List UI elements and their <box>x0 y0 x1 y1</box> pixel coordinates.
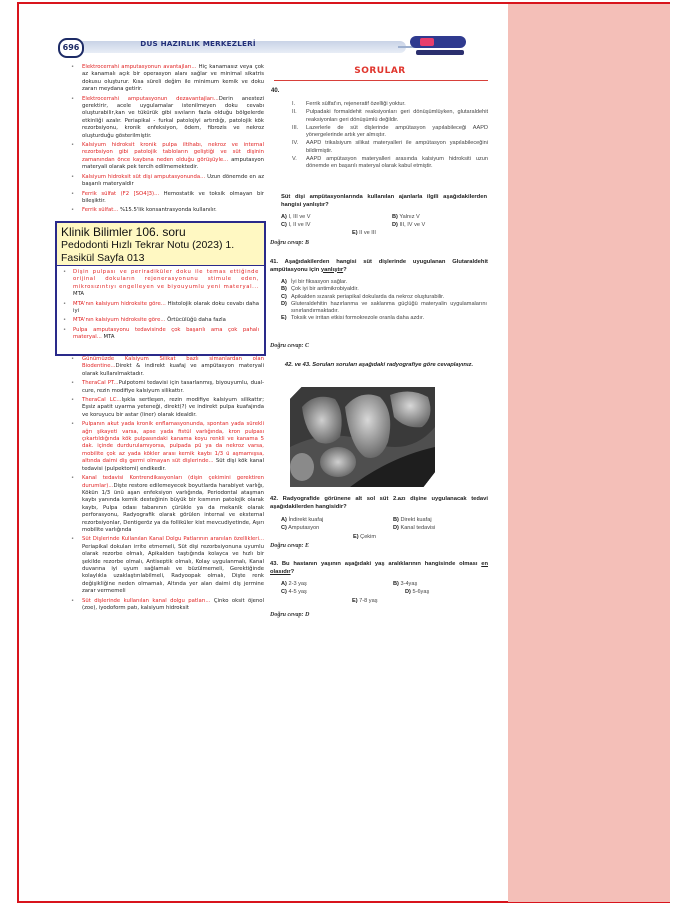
q42-option-b[interactable]: B) Direkt kuafaj <box>393 517 432 523</box>
q41-option[interactable] <box>281 315 487 322</box>
option-text: 2-3 yaş <box>288 581 307 587</box>
bullet-icon: • <box>71 475 75 482</box>
note-body <box>61 269 259 344</box>
question-40-number: 40. <box>271 88 280 94</box>
q42-option-d[interactable]: D) Kanal tedavisi <box>393 525 436 531</box>
bullet-icon: • <box>71 173 75 180</box>
bullet-item <box>68 64 264 94</box>
bullet-item <box>68 174 264 189</box>
bullet-icon: • <box>63 326 67 333</box>
bullet-text: Çinko oksit öjenol (zoe), iyodoform patı, kalsiyum hidroksit <box>82 597 264 611</box>
q43-option-b[interactable]: B) 3-4yaş <box>393 581 418 587</box>
bullet-icon: • <box>71 536 75 543</box>
bullet-highlight: Elektrocerrahi amputasyonun avantajları... <box>82 64 197 70</box>
statement <box>292 125 488 140</box>
option-text: Toksik ve irritan etkisi formokrezole oranla daha azdır. <box>291 315 425 322</box>
statement-text: Pulpadaki formaldehit reaksiyonları geri dönüşümlüyken, glutaraldehit reaksiyonları geri dönüşümlü değildir. <box>306 109 488 123</box>
bullet-item <box>68 356 264 378</box>
statement-number: IV. <box>292 140 299 147</box>
option-text: İndirekt kuafaj <box>288 517 324 523</box>
statement <box>292 101 488 108</box>
bullet-highlight: Kanal tedavisi Kontrendikasyonları (dişin çekimini gerektiren durumlar)... <box>82 475 264 489</box>
note-highlight: Dişin pulpası ve periradiküler doku ile temas ettiğinde orijinal dokuların rejenerasyonunu stimule eden, mikrosızıntıyı engelleyen ve biyouyumlu yeni materyal... <box>73 269 259 290</box>
option-letter: B) <box>281 286 287 293</box>
option-text: 5-6yaş <box>412 589 430 595</box>
statement-text: Lazerlerle de süt dişlerinde ampütasyon yapılabileceği AAPD yönergelerinde artık yer almıştır. <box>306 124 488 139</box>
option-text: Direkt kuafaj <box>400 517 432 523</box>
statement-text: Ferrik sülfat'ın, rejeneratif özelliği yoktur. <box>306 101 406 107</box>
bullet-highlight: Süt dişlerinde kullanılan kanal dolgu patları... <box>82 597 211 604</box>
bullet-highlight: TheraCal LC... <box>82 397 122 404</box>
bullet-item <box>68 207 264 214</box>
statement <box>292 109 488 124</box>
statement <box>292 140 488 155</box>
bullet-item <box>68 475 264 534</box>
question-number: 41. <box>270 259 279 265</box>
option-text: 3-4yaş <box>400 581 418 587</box>
statement-number: I. <box>292 101 296 107</box>
option-letter: D) <box>281 300 287 307</box>
stem-end: ? <box>290 568 295 575</box>
q42-option-c[interactable]: C) Amputasyon <box>281 525 320 531</box>
note-header <box>57 223 264 266</box>
bullet-highlight: Pulpanın akut yada kronik enflamasyonunda, spontan yada sürekli ağrı şikayeti varsa, apse yada fistül varlığında, kron pulpası çıkartıldığında kök pulpasındaki kanama koyu renkli ve kanama 5 dak. içinde durdurulamıyorsa, pulpada pü ya da nekroz varsa, mobilite çok az yada kökler arası kemik kaybı 1/3 ü aşmamışsa, altında daimi diş germi olmayan süt dişlerinde... <box>82 421 264 465</box>
q40-option-c[interactable]: C) I, II ve IV <box>281 222 311 228</box>
bullet-icon: • <box>71 597 75 604</box>
bullet-item <box>68 397 264 419</box>
q41-options <box>281 279 487 323</box>
option-text: II ve III <box>359 230 376 236</box>
bullet-item <box>68 598 264 613</box>
stem-text: Aşağıdakilerden hangisi süt dişlerinde uyugulanan Glutaraldehit ampütasyonu için <box>270 259 488 273</box>
q42-43-intro: 42. ve 43. Soruları soruları aşağıdaki radyografiye göre cevaplayınız. <box>284 362 474 368</box>
bullet-text: Hemostatik ve toksik olmayan bir bileşiktir. <box>82 190 264 204</box>
statement-number: III. <box>292 124 299 131</box>
bullet-icon: • <box>71 142 75 149</box>
page-number: 696 <box>58 38 84 58</box>
option-text: Çok iyi bir antimikrobiyaldir. <box>291 286 359 293</box>
note-item <box>61 269 259 299</box>
logo-tooth-icon <box>420 38 434 46</box>
q41-option[interactable] <box>281 294 487 301</box>
question-40-statements <box>292 101 488 172</box>
stem-underlined: yanlıştır <box>320 266 344 273</box>
q40-option-d[interactable]: D) III, IV ve V <box>392 222 426 228</box>
bullet-icon: • <box>71 421 75 428</box>
bullet-text: Süt dişi kök kanal tedavisi (pulpektomi) endikedir. <box>82 458 264 472</box>
bullet-text: Pulpotomi tedavisi için tasarlanmış, biyouyumlu, dual-cure, rezin modifiye kalsiyum silikattır. <box>82 380 264 394</box>
radiograph-image <box>290 387 435 487</box>
option-text: Amputasyon <box>288 525 320 531</box>
q40-option-a[interactable]: A) I, III ve V <box>281 214 311 220</box>
q41-option[interactable] <box>281 279 487 286</box>
note-item <box>61 301 259 316</box>
stem-text: Radyografide görünene alt sol süt 2.azı dişine uygulanacak tedavi aşağıdakilerden hangisidir? <box>270 496 488 510</box>
note-text: Örtücülüğü daha fazla <box>165 317 226 324</box>
option-text: Apikalden sızarak periapikal dokularda da nekroz oluşturabilir. <box>291 293 445 300</box>
note-source: Pedodonti Hızlı Tekrar Notu (2023) 1. Fasikül Sayfa 013 <box>61 239 235 264</box>
statement-text: AAPD trikalsiyum silikat materyalleri ile ampütasyon yapılabileceğini bildirmiştir. <box>306 140 488 154</box>
bullet-highlight: Günümüzde Kalsiyum Silikat bazlı simanlardan olan Biodentine... <box>82 356 264 370</box>
side-panel <box>508 4 670 902</box>
bullet-text: Uzun dönemde en az başarılı materyaldir <box>82 173 264 188</box>
q41-answer: Doğru cevap: C <box>270 343 309 349</box>
source-note-box <box>55 221 266 356</box>
bullet-item <box>68 380 264 395</box>
option-text: III, IV ve V <box>399 222 426 228</box>
stem-end: ? <box>343 266 347 273</box>
bullet-item <box>68 536 264 595</box>
bullet-icon: • <box>71 190 75 197</box>
statement-number: II. <box>292 109 297 116</box>
note-highlight: MTA'nın kalsiyum hidroksite göre... <box>73 300 166 307</box>
bullet-text: Direkt & indirekt kuafaj ve ampütasyon materyali olarak kullanılmaktadır. <box>82 363 264 377</box>
bullet-highlight: Kalsiyum hidroksit süt dişi amputasyonunda... <box>82 173 206 180</box>
option-letter: E) <box>281 315 287 322</box>
bullet-icon: • <box>63 269 67 275</box>
bullet-icon: • <box>71 356 75 362</box>
statement-number: V. <box>292 156 297 163</box>
q40-option-e[interactable]: E) II ve III <box>352 230 376 236</box>
bullet-icon: • <box>71 64 75 70</box>
q43-option-c[interactable]: C) 4-5 yaş <box>281 589 307 595</box>
bullet-text: Hiç kanamasız veya çok az kanamalı açık bir operasyon alanı sağlar ve minimal sikatris dokusu oluşturur. Kısa süreli değim ile minimum kemik ve doku zararı meydana getirir. <box>82 64 264 93</box>
bullet-icon: • <box>71 207 75 214</box>
note-item <box>61 327 259 342</box>
note-title: Klinik Bilimler 106. soru <box>61 225 186 239</box>
option-text: 4-5 yaş <box>288 589 307 595</box>
option-text: I, III ve V <box>288 214 311 220</box>
note-highlight: MTA'nın kalsiyum hidroksite göre... <box>73 317 166 324</box>
bullet-item <box>68 191 264 206</box>
option-letter: C) <box>281 293 287 300</box>
bullet-text: amputasyon materyali olarak pek tercih edilmemektedir. <box>82 156 265 171</box>
q42-answer: Doğru cevap: E <box>270 543 309 549</box>
option-text: Yalnız V <box>399 214 420 220</box>
q42-option-e[interactable]: E) Çekim <box>353 534 377 540</box>
question-43-stem <box>270 561 488 576</box>
statement <box>292 156 488 171</box>
bullet-item <box>68 142 264 172</box>
q43-option-e[interactable]: E) 7-8 yaş <box>352 598 378 604</box>
q43-option-a[interactable]: A) 2-3 yaş <box>281 581 307 587</box>
note-highlight: Pulpa amputasyonu tedavisinde çok başarılı ama çok pahalı materyal... <box>73 326 259 341</box>
question-40-stem: Süt dişi ampütasyonlarında kullanılan ajanlarla ilgili aşağıdakilerden hangisi yanlıştır? <box>281 194 487 208</box>
option-text: Gluteraldehitin hazırlanma ve saklanma güçlüğü materyalin uygulamalarını sınırlandırmaktadır. <box>291 300 487 315</box>
left-column-bottom <box>68 356 264 614</box>
question-41-stem <box>270 259 488 274</box>
bullet-icon: • <box>63 300 67 307</box>
question-number: 43. <box>270 561 279 567</box>
bullet-icon: • <box>71 380 75 387</box>
logo-subbar <box>416 50 464 55</box>
option-text: İyi bir fiksasyon sağlar. <box>291 279 348 285</box>
bullet-highlight: Kalsiyum hidroksit kronik pulpa iltihabı, nekroz ve internal rezorbsiyon gibi patolojik tabloların geliştiği ve süt dişinin zamanından önce kaybına neden olduğu görüşüyle... <box>82 142 264 163</box>
option-letter: A) <box>281 279 287 285</box>
option-text: I, II ve IV <box>288 222 311 228</box>
section-rule <box>274 80 488 81</box>
bullet-highlight: Ferrik sülfat... <box>82 207 119 214</box>
option-text: Kanal tedavisi <box>400 525 436 531</box>
header-title: DUS HAZIRLIK MERKEZLERİ <box>140 39 256 48</box>
stem-underlined: en olasıdır <box>270 561 488 575</box>
bullet-highlight: Süt Dişlerinde Kullanılan Kanal Dolgu Patlarının aranılan özellikleri... <box>82 536 264 543</box>
statement-text: AAPD ampütasyon materyalleri arasında kalsiyum hidroksiti uzun dönemde en başarılı materyal olarak kabul etmiştir. <box>306 156 488 170</box>
q43-answer: Doğru cevap: D <box>270 612 310 618</box>
bullet-text: %15.5'lik konsantrasyonda kullanılır. <box>118 207 217 214</box>
page-header <box>58 38 458 56</box>
bullet-highlight: Elektrocerrahi amputasyonun dezavantajları... <box>82 95 219 102</box>
bullet-icon: • <box>71 397 75 404</box>
bullet-item <box>68 96 264 140</box>
q43-option-d[interactable]: D) 5-6yaş <box>405 589 430 595</box>
bullet-item <box>68 421 264 473</box>
logo-badge <box>410 36 466 48</box>
note-text: MTA <box>101 334 115 341</box>
note-item <box>61 317 259 324</box>
dusdata-logo <box>410 36 472 60</box>
bullet-highlight: TheraCal PT... <box>82 380 119 387</box>
q40-option-b[interactable]: B) Yalnız V <box>392 214 420 220</box>
bullet-text: Işıkla sertleşen, rezin modifiye kalsiyum silikattır; Eşsiz apatit uyarma yeteneği, direkt(?) ve indirekt pulpa kuafajında ve koruyucu bir astar (liner) olarak idealdir. <box>82 397 265 418</box>
q41-option[interactable] <box>281 301 487 316</box>
q41-option[interactable] <box>281 286 487 293</box>
bullet-icon: • <box>71 95 75 102</box>
bullet-text: Dişte restore edilemeyecek boyutlarda harabiyet varlığı, Kökün 1/3 ünü aşan enfeksiyon varlığında, Periodontal ataşman kaybı yanında kemik desteğinin büyük bir kısmının patolojik olarak kaybı, Pulpa odası tabanının çürükle ya da mekanik olarak perforasyonu, Radyografik olarak görülen internal ve eksternal rezorbsiyonlar, Dentigeröz ya da folliküler kist mevcudiyetinde, Aşırı mobilite varlığında <box>82 482 264 533</box>
note-text: Histolojik olarak doku cevabı daha iyi <box>73 300 260 315</box>
q42-option-a[interactable]: A) İndirekt kuafaj <box>281 517 324 523</box>
left-column-top <box>68 64 264 217</box>
section-title: SORULAR <box>354 66 406 76</box>
option-text: Çekim <box>360 534 377 540</box>
option-text: 7-8 yaş <box>359 598 378 604</box>
bullet-icon: • <box>63 317 67 324</box>
question-42-stem <box>270 496 488 511</box>
bullet-text: Derin anestezi gerektirir, acele uygulamalar istenilmeyen doku cevabı oluşturabilir,kan ve tükürük gibi sıvıların fazla olduğu bölgelerde etkinliği azalır. Periapikal - furkal patolojiyi artırdığı, patolojik kök rezorbsiyonu, kronik enfeksiyon, ödem, fibrozis ve nekroz oluşturduğu gösterilmiştir. <box>82 95 264 139</box>
stem-text: Bu hastanın yaşının aşağıdaki yaş aralıklarının hangisinde olması <box>281 561 482 567</box>
q40-answer: Doğru cevap: B <box>270 240 309 246</box>
radiograph-teeth-icon <box>290 387 435 487</box>
bullet-text: Periapikal dokuları irrite etmemeli, Süt dişi rezorbsiyonuna uyumlu olarak rezorbe olmalı, Apikalden taştığında kolayca ve hızlı bir şekilde rezorbe olmalı, Antiseptik olmalı, Kolay uygulanmalı, Kanal duvarına iyi uyum sağlamalı ve büzülmemeli, Gerektiğinde kolaylıkla uzaklaştırılabilmeli, Radyoopak olmalı, Dişte renk değişikliğine neden olmamalı, Altında yer alan daimi diş jermine zarar vermemeli <box>82 543 264 595</box>
note-text: MTA <box>73 291 85 298</box>
question-number: 42. <box>270 496 279 502</box>
bullet-highlight: Ferrik sülfat (F2 [SO4]3)... <box>82 190 160 197</box>
